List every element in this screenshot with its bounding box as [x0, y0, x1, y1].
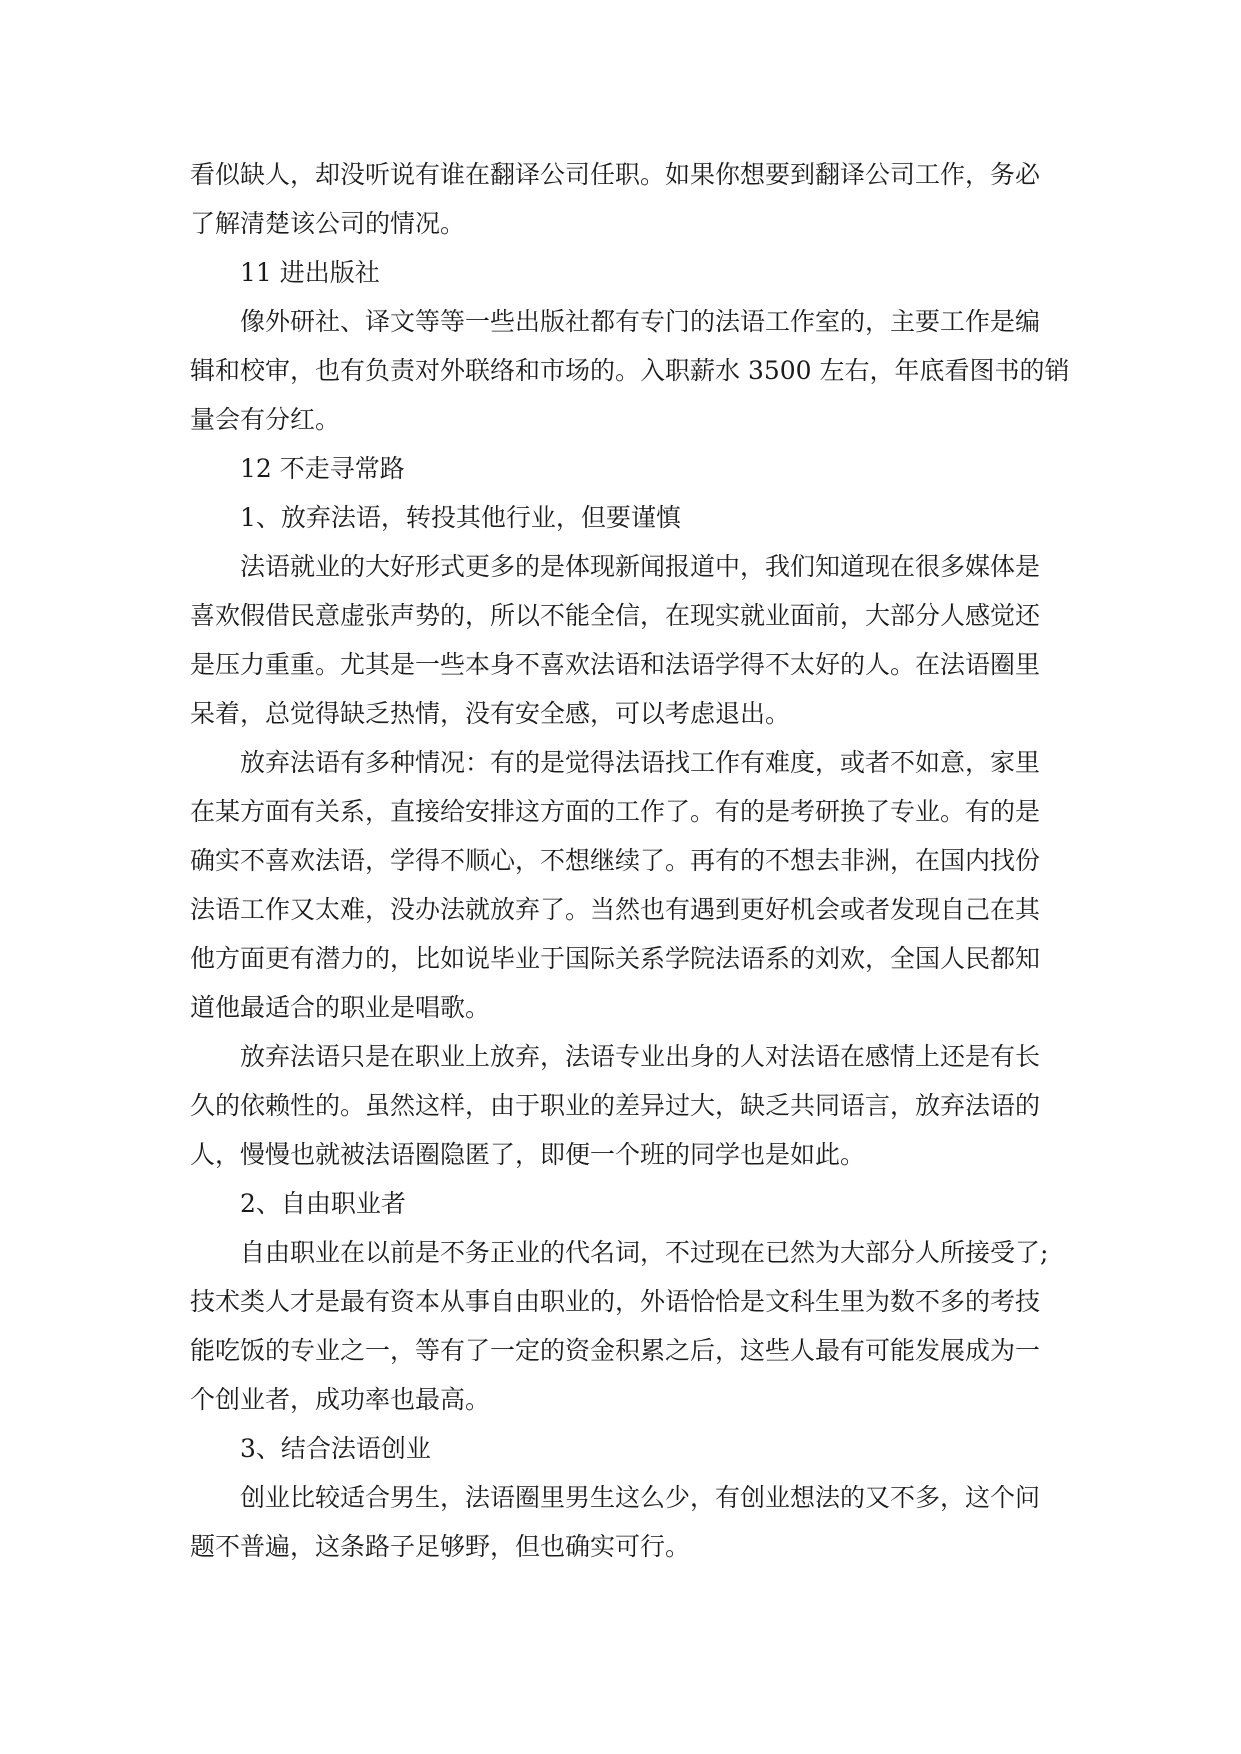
text-line: 量会有分红。 — [190, 405, 341, 434]
paragraph — [190, 297, 1070, 444]
text-line: 辑和校审，也有负责对外联络和市场的。入职薪水 3500 左右，年底看图书的销 — [190, 356, 1070, 385]
text-line: 喜欢假借民意虚张声势的，所以不能全信，在现实就业面前，大部分人感觉还 — [190, 601, 1041, 630]
section-heading — [190, 1424, 1050, 1473]
text-line: 11 进出版社 — [240, 258, 380, 287]
text-line: 久的依赖性的。虽然这样，由于职业的差异过大，缺乏共同语言，放弃法语的 — [190, 1091, 1041, 1120]
text-line: 3、结合法语创业 — [240, 1434, 431, 1463]
section-heading — [190, 493, 1050, 542]
text-line: 自由职业在以前是不务正业的代名词，不过现在已然为大部分人所接受了; — [240, 1238, 1049, 1267]
text-line: 是压力重重。尤其是一些本身不喜欢法语和法语学得不太好的人。在法语圈里 — [190, 650, 1041, 679]
text-line: 确实不喜欢法语，学得不顺心，不想继续了。再有的不想去非洲，在国内找份 — [190, 846, 1041, 875]
text-line: 像外研社、译文等等一些出版社都有专门的法语工作室的，主要工作是编 — [240, 307, 1041, 336]
text-line: 道他最适合的职业是唱歌。 — [190, 993, 491, 1022]
paragraph — [190, 1228, 1050, 1424]
section-heading — [190, 1179, 1050, 1228]
paragraph — [190, 738, 1050, 1032]
paragraph — [190, 1473, 1050, 1571]
text-line: 看似缺人，却没听说有谁在翻译公司任职。如果你想要到翻译公司工作，务必 — [190, 160, 1041, 189]
paragraph — [190, 542, 1050, 738]
text-line: 人，慢慢也就被法语圈隐匿了，即便一个班的同学也是如此。 — [190, 1140, 866, 1169]
section-heading — [190, 248, 1050, 297]
text-line: 2、自由职业者 — [240, 1189, 406, 1218]
text-line: 在某方面有关系，直接给安排这方面的工作了。有的是考研换了专业。有的是 — [190, 797, 1041, 826]
text-line: 个创业者，成功率也最高。 — [190, 1385, 491, 1414]
paragraph — [190, 150, 1050, 248]
section-heading — [190, 444, 1050, 493]
text-line: 呆着，总觉得缺乏热情，没有安全感，可以考虑退出。 — [190, 699, 791, 728]
text-line: 法语工作又太难，没办法就放弃了。当然也有遇到更好机会或者发现自己在其 — [190, 895, 1041, 924]
text-line: 了解清楚该公司的情况。 — [190, 209, 466, 238]
text-line: 他方面更有潜力的，比如说毕业于国际关系学院法语系的刘欢，全国人民都知 — [190, 944, 1041, 973]
document-page — [190, 150, 1070, 1571]
text-line: 创业比较适合男生，法语圈里男生这么少，有创业想法的又不多，这个问 — [240, 1483, 1041, 1512]
text-line: 1、放弃法语，转投其他行业，但要谨慎 — [240, 503, 681, 532]
text-line: 题不普遍，这条路子足够野，但也确实可行。 — [190, 1532, 691, 1561]
paragraph — [190, 1032, 1050, 1179]
text-line: 放弃法语只是在职业上放弃，法语专业出身的人对法语在感情上还是有长 — [240, 1042, 1041, 1071]
text-line: 能吃饭的专业之一，等有了一定的资金积累之后，这些人最有可能发展成为一 — [190, 1336, 1041, 1365]
text-line: 12 不走寻常路 — [240, 454, 405, 483]
text-line: 法语就业的大好形式更多的是体现新闻报道中，我们知道现在很多媒体是 — [240, 552, 1041, 581]
text-line: 技术类人才是最有资本从事自由职业的，外语恰恰是文科生里为数不多的考技 — [190, 1287, 1041, 1316]
text-line: 放弃法语有多种情况：有的是觉得法语找工作有难度，或者不如意，家里 — [240, 748, 1041, 777]
